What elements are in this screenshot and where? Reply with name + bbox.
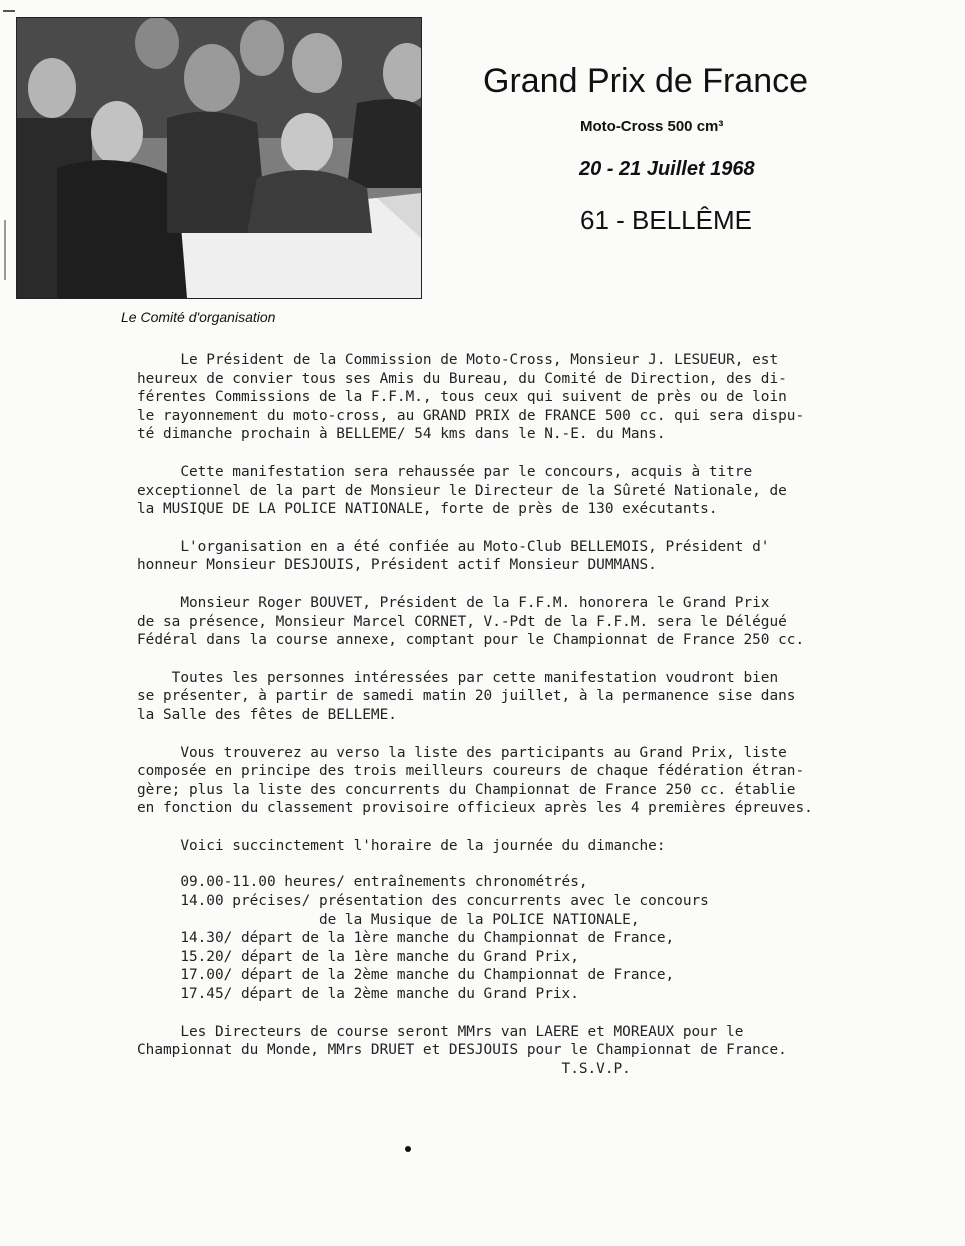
text-line: la MUSIQUE DE LA POLICE NATIONALE, forte de près de 130 exécutants. <box>137 501 718 518</box>
paragraph-music <box>137 463 937 519</box>
text-line: heureux de convier tous ses Amis du Bureau, du Comité de Direction, des di- <box>137 370 787 387</box>
margin-mark <box>4 220 6 280</box>
event-place: 61 - BELLÊME <box>580 205 752 235</box>
text-line: Vous trouverez au verso la liste des participants au Grand Prix, liste <box>137 744 787 761</box>
schedule-item: 17.45/ départ de la 2ème manche du Grand Prix. <box>137 986 579 1003</box>
schedule-item: 14.00 précises/ présentation des concurrents avec le concours <box>137 893 709 910</box>
signoff: T.S.V.P. <box>137 1060 631 1077</box>
schedule-item: 14.30/ départ de la 1ère manche du Championnat de France, <box>137 930 675 947</box>
text-line: Championnat du Monde, MMrs DRUET et DESJOUIS pour le Championnat de France. <box>137 1042 787 1059</box>
text-line: férentes Commissions de la F.F.M., tous ceux qui suivent de près ou de loin <box>137 389 787 406</box>
text-line: se présenter, à partir de samedi matin 20 juillet, à la permanence sise dans <box>137 688 796 705</box>
text-line: Toutes les personnes intéressées par cette manifestation voudront bien <box>137 669 779 686</box>
schedule-item: 17.00/ départ de la 2ème manche du Championnat de France, <box>137 967 675 984</box>
schedule-item: de la Musique de la POLICE NATIONALE, <box>137 911 640 928</box>
schedule-item: 09.00-11.00 heures/ entraînements chronométrés, <box>137 874 588 891</box>
event-date: 20 - 21 Juillet 1968 <box>579 158 755 180</box>
text-line: Le Président de la Commission de Moto-Cross, Monsieur J. LESUEUR, est <box>137 352 779 368</box>
committee-photo <box>16 17 422 299</box>
text-line: honneur Monsieur DESJOUIS, Président actif Monsieur DUMMANS. <box>137 557 657 574</box>
text-line: Cette manifestation sera rehaussée par le concours, acquis à titre <box>137 463 753 480</box>
text-line: en fonction du classement provisoire officieux après les 4 premières épreuves. <box>137 800 813 817</box>
text-line: la Salle des fêtes de BELLEME. <box>137 706 397 723</box>
text-line: Les Directeurs de course seront MMrs van LAERE et MOREAUX pour le <box>137 1023 744 1040</box>
paragraph-permanence <box>137 669 937 725</box>
letter-body <box>137 351 937 1078</box>
photo-caption: Le Comité d'organisation <box>121 309 276 325</box>
text-line: té dimanche prochain à BELLEME/ 54 kms dans le N.-E. du Mans. <box>137 426 666 443</box>
schedule-intro: Voici succinctement l'horaire de la journée du dimanche: <box>137 837 666 854</box>
paragraph-directors <box>137 1023 937 1079</box>
paragraph-participants <box>137 744 937 818</box>
text-line: le rayonnement du moto-cross, au GRAND PRIX de FRANCE 500 cc. qui sera dispu- <box>137 407 805 424</box>
text-line: composée en principe des trois meilleurs coureurs de chaque fédération étran- <box>137 763 805 780</box>
event-subtitle: Moto-Cross 500 cm³ <box>580 118 724 135</box>
text-line: exceptionnel de la part de Monsieur le Directeur de la Sûreté Nationale, de <box>137 482 787 499</box>
event-title: Grand Prix de France <box>483 62 809 100</box>
paragraph-officials <box>137 594 937 650</box>
schedule-item: 15.20/ départ de la 1ère manche du Grand Prix, <box>137 948 579 965</box>
text-line: Fédéral dans la course annexe, comptant pour le Championnat de France 250 cc. <box>137 632 805 649</box>
text-line: L'organisation en a été confiée au Moto-Club BELLEMOIS, Président d' <box>137 538 770 555</box>
text-line: gère; plus la liste des concurrents du Championnat de France 250 cc. établie <box>137 781 796 798</box>
paragraph-invitation <box>137 351 937 444</box>
ink-dot <box>405 1146 411 1152</box>
paragraph-organisation <box>137 538 937 575</box>
schedule <box>137 837 937 1004</box>
text-line: de sa présence, Monsieur Marcel CORNET, V.-Pdt de la F.F.M. sera le Délégué <box>137 613 787 630</box>
text-line: Monsieur Roger BOUVET, Président de la F.F.M. honorera le Grand Prix <box>137 594 770 611</box>
margin-mark <box>3 10 15 12</box>
committee-photo-image <box>17 18 421 298</box>
